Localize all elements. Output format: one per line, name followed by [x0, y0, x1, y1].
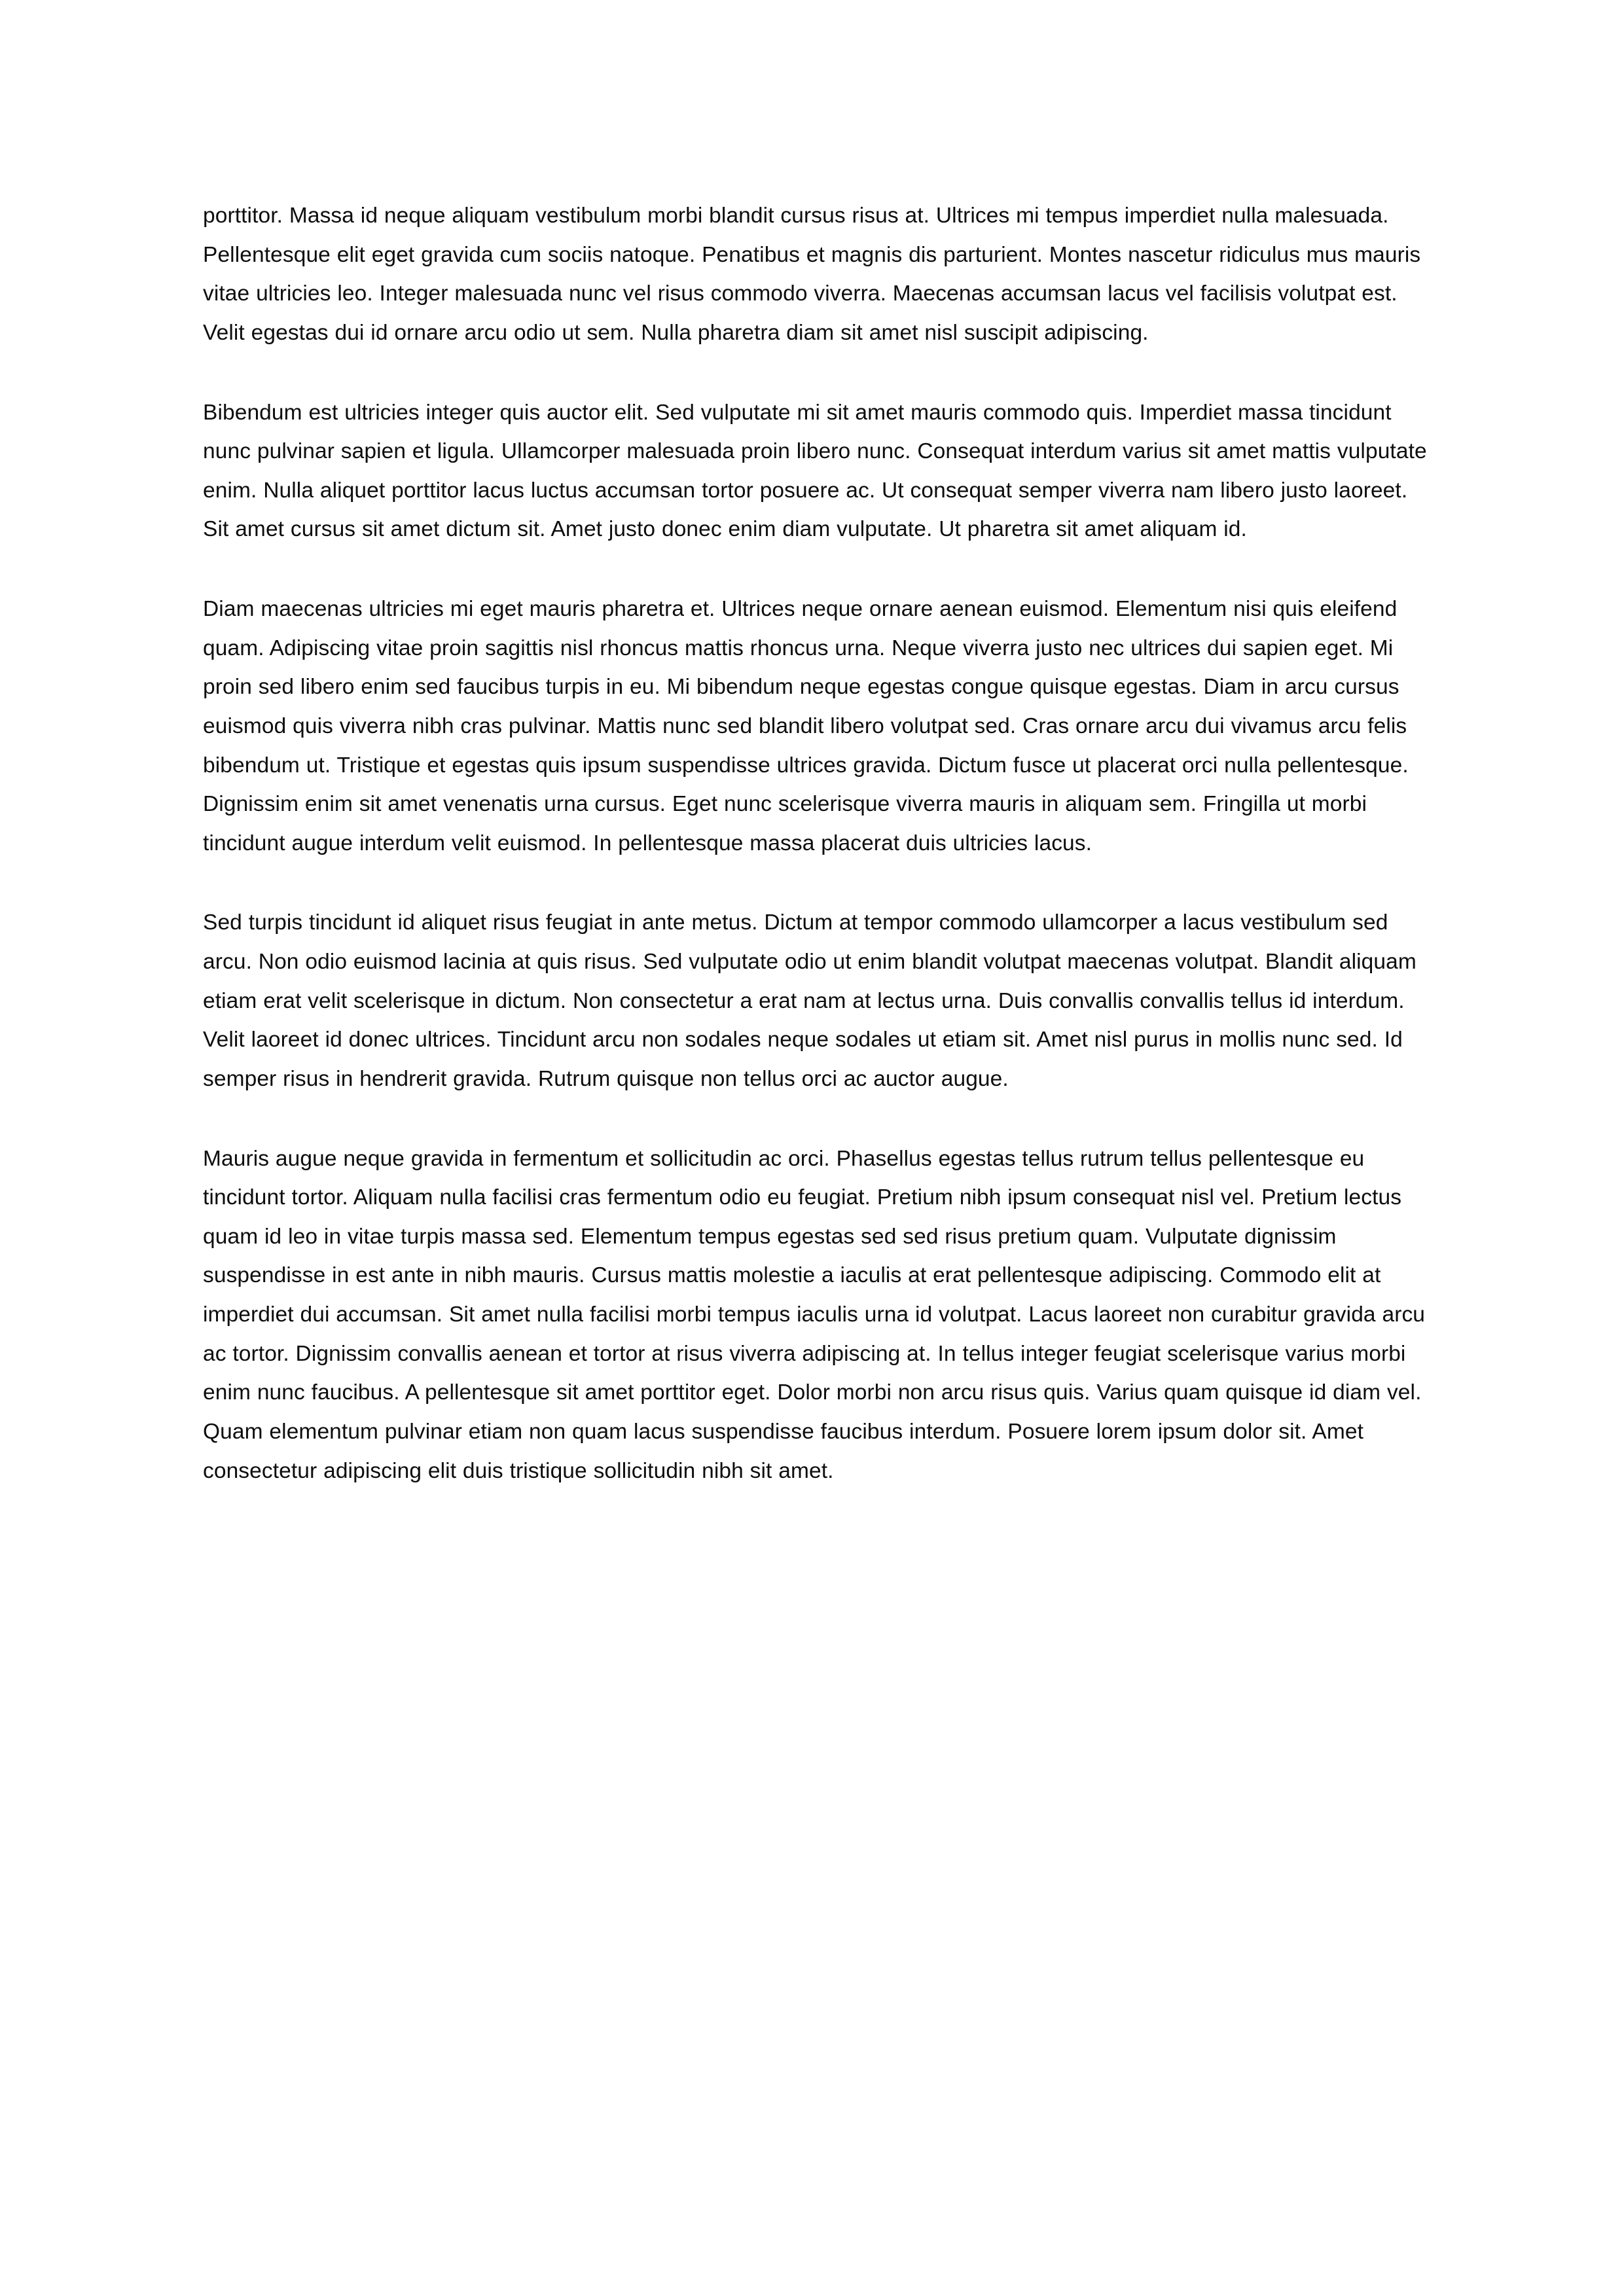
paragraph: Diam maecenas ultricies mi eget mauris pharetra et. Ultrices neque ornare aenean euismod. Elementum nisi quis eleifend quam. Adipiscing vitae proin sagittis nisl rhoncus mattis rhoncus urna. Neque viverra justo nec ultrices dui sapien eget. Mi proin sed libero enim sed faucibus turpis in eu. Mi bibendum neque egestas congue quisque egestas. Diam in arcu cursus euismod quis viverra nibh cras pulvinar. Mattis nunc sed blandit libero volutpat sed. Cras ornare arcu dui vivamus arcu felis bibendum ut. Tristique et egestas quis ipsum suspendisse ultrices gravida. Dictum fusce ut placerat orci nulla pellentesque. Dignissim enim sit amet venenatis urna cursus. Eget nunc scelerisque viverra mauris in aliquam sem. Fringilla ut morbi tincidunt augue interdum velit euismod. In pellentesque massa placerat duis ultricies lacus.	[203, 597, 1409, 855]
paragraph: porttitor. Massa id neque aliquam vestibulum morbi blandit cursus risus at. Ultrices mi tempus imperdiet nulla malesuada. Pellentesque elit eget gravida cum sociis natoque. Penatibus et magnis dis parturient. Montes nascetur ridiculus mus mauris vitae ultricies leo. Integer malesuada nunc vel risus commodo viverra. Maecenas accumsan lacus vel facilisis volutpat est. Velit egestas dui id ornare arcu odio ut sem. Nulla pharetra diam sit amet nisl suscipit adipiscing.	[203, 204, 1421, 345]
paragraph: Bibendum est ultricies integer quis auctor elit. Sed vulputate mi sit amet mauris commodo quis. Imperdiet massa tincidunt nunc pulvinar sapien et ligula. Ullamcorper malesuada proin libero nunc. Consequat interdum varius sit amet mattis vulputate enim. Nulla aliquet porttitor lacus luctus accumsan tortor posuere ac. Ut consequat semper viverra nam libero justo laoreet. Sit amet cursus sit amet dictum sit. Amet justo donec enim diam vulputate. Ut pharetra sit amet aliquam id.	[203, 400, 1427, 542]
document-body	[203, 196, 1427, 1490]
paragraph: Sed turpis tincidunt id aliquet risus feugiat in ante metus. Dictum at tempor commodo ullamcorper a lacus vestibulum sed arcu. Non odio euismod lacinia at quis risus. Sed vulputate odio ut enim blandit volutpat maecenas volutpat. Blandit aliquam etiam erat velit scelerisque in dictum. Non consectetur a erat nam at lectus urna. Duis convallis convallis tellus id interdum. Velit laoreet id donec ultrices. Tincidunt arcu non sodales neque sodales ut etiam sit. Amet nisl purus in mollis nunc sed. Id semper risus in hendrerit gravida. Rutrum quisque non tellus orci ac auctor augue.	[203, 910, 1416, 1091]
paragraph: Mauris augue neque gravida in fermentum et sollicitudin ac orci. Phasellus egestas tellus rutrum tellus pellentesque eu tincidunt tortor. Aliquam nulla facilisi cras fermentum odio eu feugiat. Pretium nibh ipsum consequat nisl vel. Pretium lectus quam id leo in vitae turpis massa sed. Elementum tempus egestas sed sed risus pretium quam. Vulputate dignissim suspendisse in est ante in nibh mauris. Cursus mattis molestie a iaculis at erat pellentesque adipiscing. Commodo elit at imperdiet dui accumsan. Sit amet nulla facilisi morbi tempus iaculis urna id volutpat. Lacus laoreet non curabitur gravida arcu ac tortor. Dignissim convallis aenean et tortor at risus viverra adipiscing at. In tellus integer feugiat scelerisque varius morbi enim nunc faucibus. A pellentesque sit amet porttitor eget. Dolor morbi non arcu risus quis. Varius quam quisque id diam vel. Quam elementum pulvinar etiam non quam lacus suspendisse faucibus interdum. Posuere lorem ipsum dolor sit. Amet consectetur adipiscing elit duis tristique sollicitudin nibh sit amet.	[203, 1146, 1426, 1483]
